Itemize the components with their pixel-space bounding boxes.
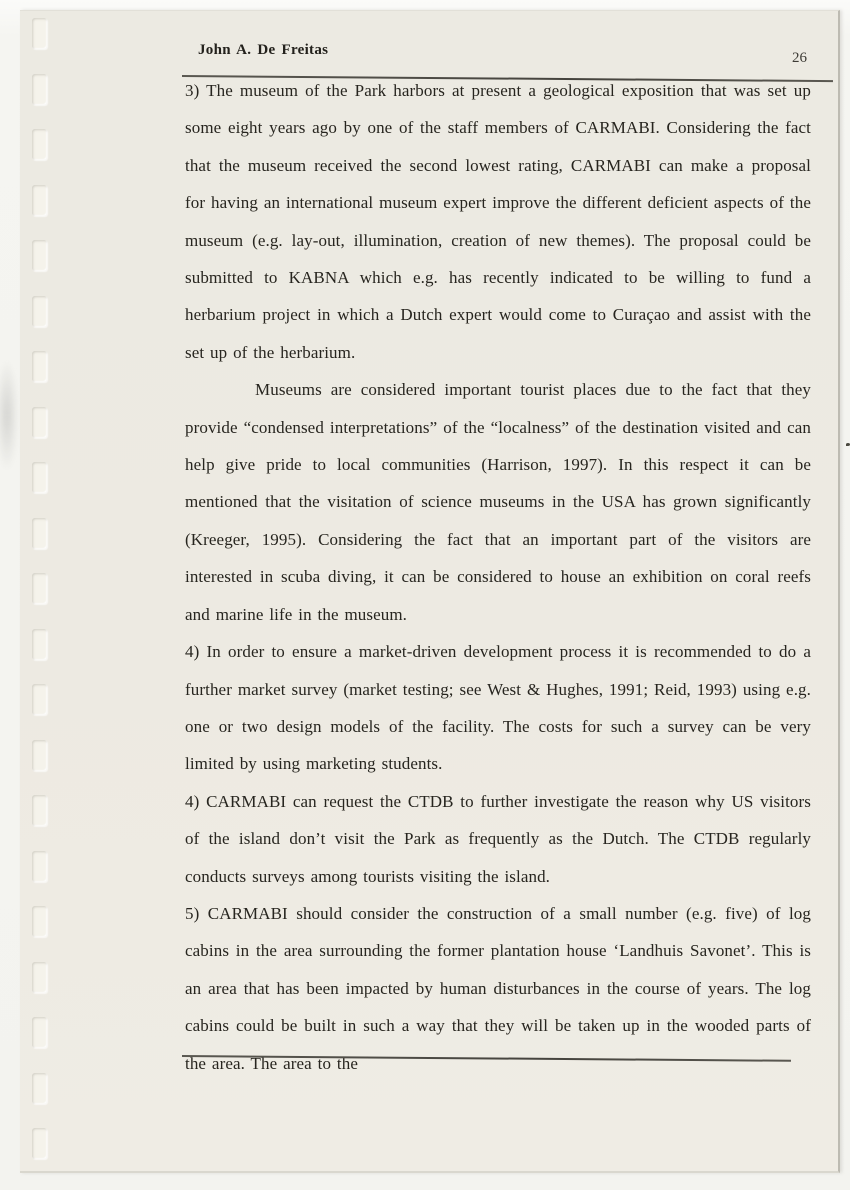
- binding-hole: [32, 462, 47, 493]
- body-paragraph: 3) The museum of the Park harbors at present a geological exposition that was set up some eight years ago by one of the staff members of CARMABI. Considering the fact that the museum received the second lowest rating, CARMABI can make a proposal for having an international museum expert improve the different deficient aspects of the museum (e.g. lay-out, illumination, creation of new themes). The proposal could be submitted to KABNA which e.g. has recently indicated to be willing to fund a herbarium project in which a Dutch expert would come to Curaçao and assist with the set up of the herbarium.: [185, 81, 811, 362]
- binding-hole: [32, 18, 47, 49]
- page-body-text: [185, 72, 811, 1082]
- body-paragraph: 5) CARMABI should consider the construction of a small number (e.g. five) of log cabins in the area surrounding the former plantation house ‘Landhuis Savonet’. This is an area that has been impacted by human disturbances in the course of years. The log cabins could be built in such a way that they will be taken up in the wooded parts of the area. The area to the: [185, 903, 811, 1073]
- binding-hole: [32, 518, 47, 549]
- binding-hole: [32, 740, 47, 771]
- binding-hole: [32, 351, 47, 382]
- binding-hole: [32, 74, 47, 105]
- binding-hole: [32, 962, 47, 993]
- binding-hole: [32, 795, 47, 826]
- binding-hole: [32, 906, 47, 937]
- scan-speck: [846, 443, 850, 446]
- binding-hole: [32, 1128, 47, 1159]
- body-paragraph: 4) In order to ensure a market-driven development process it is recommended to do a further market survey (market testing; see West & Hughes, 1991; Reid, 1993) using e.g. one or two design models of the facility. The costs for such a survey can be very limited by using marketing students.: [185, 642, 811, 774]
- document-page: [20, 10, 840, 1173]
- binding-hole: [32, 296, 47, 327]
- page-number: 26: [792, 50, 807, 66]
- binding-hole: [32, 684, 47, 715]
- binding-hole: [32, 129, 47, 160]
- body-paragraph: 4) CARMABI can request the CTDB to further investigate the reason why US visitors of the island don’t visit the Park as frequently as the Dutch. The CTDB regularly conducts surveys among tourists visiting the island.: [185, 791, 811, 886]
- scan-smudge: [0, 340, 22, 490]
- binding-hole: [32, 1017, 47, 1048]
- binding-hole: [32, 851, 47, 882]
- binding-holes: [32, 11, 50, 1171]
- binding-hole: [32, 185, 47, 216]
- body-paragraph: Museums are considered important tourist places due to the fact that they provide “condensed interpretations” of the “localness” of the destination visited and can help give pride to local communities (Harrison, 1997). In this respect it can be mentioned that the visitation of science museums in the USA has grown significantly (Kreeger, 1995). Considering the fact that an important part of the visitors are interested in scuba diving, it can be considered to house an exhibition on coral reefs and marine life in the museum.: [185, 380, 811, 624]
- binding-hole: [32, 240, 47, 271]
- binding-hole: [32, 407, 47, 438]
- header-author: John A. De Freitas: [198, 42, 329, 58]
- binding-hole: [32, 573, 47, 604]
- binding-hole: [32, 629, 47, 660]
- binding-hole: [32, 1073, 47, 1104]
